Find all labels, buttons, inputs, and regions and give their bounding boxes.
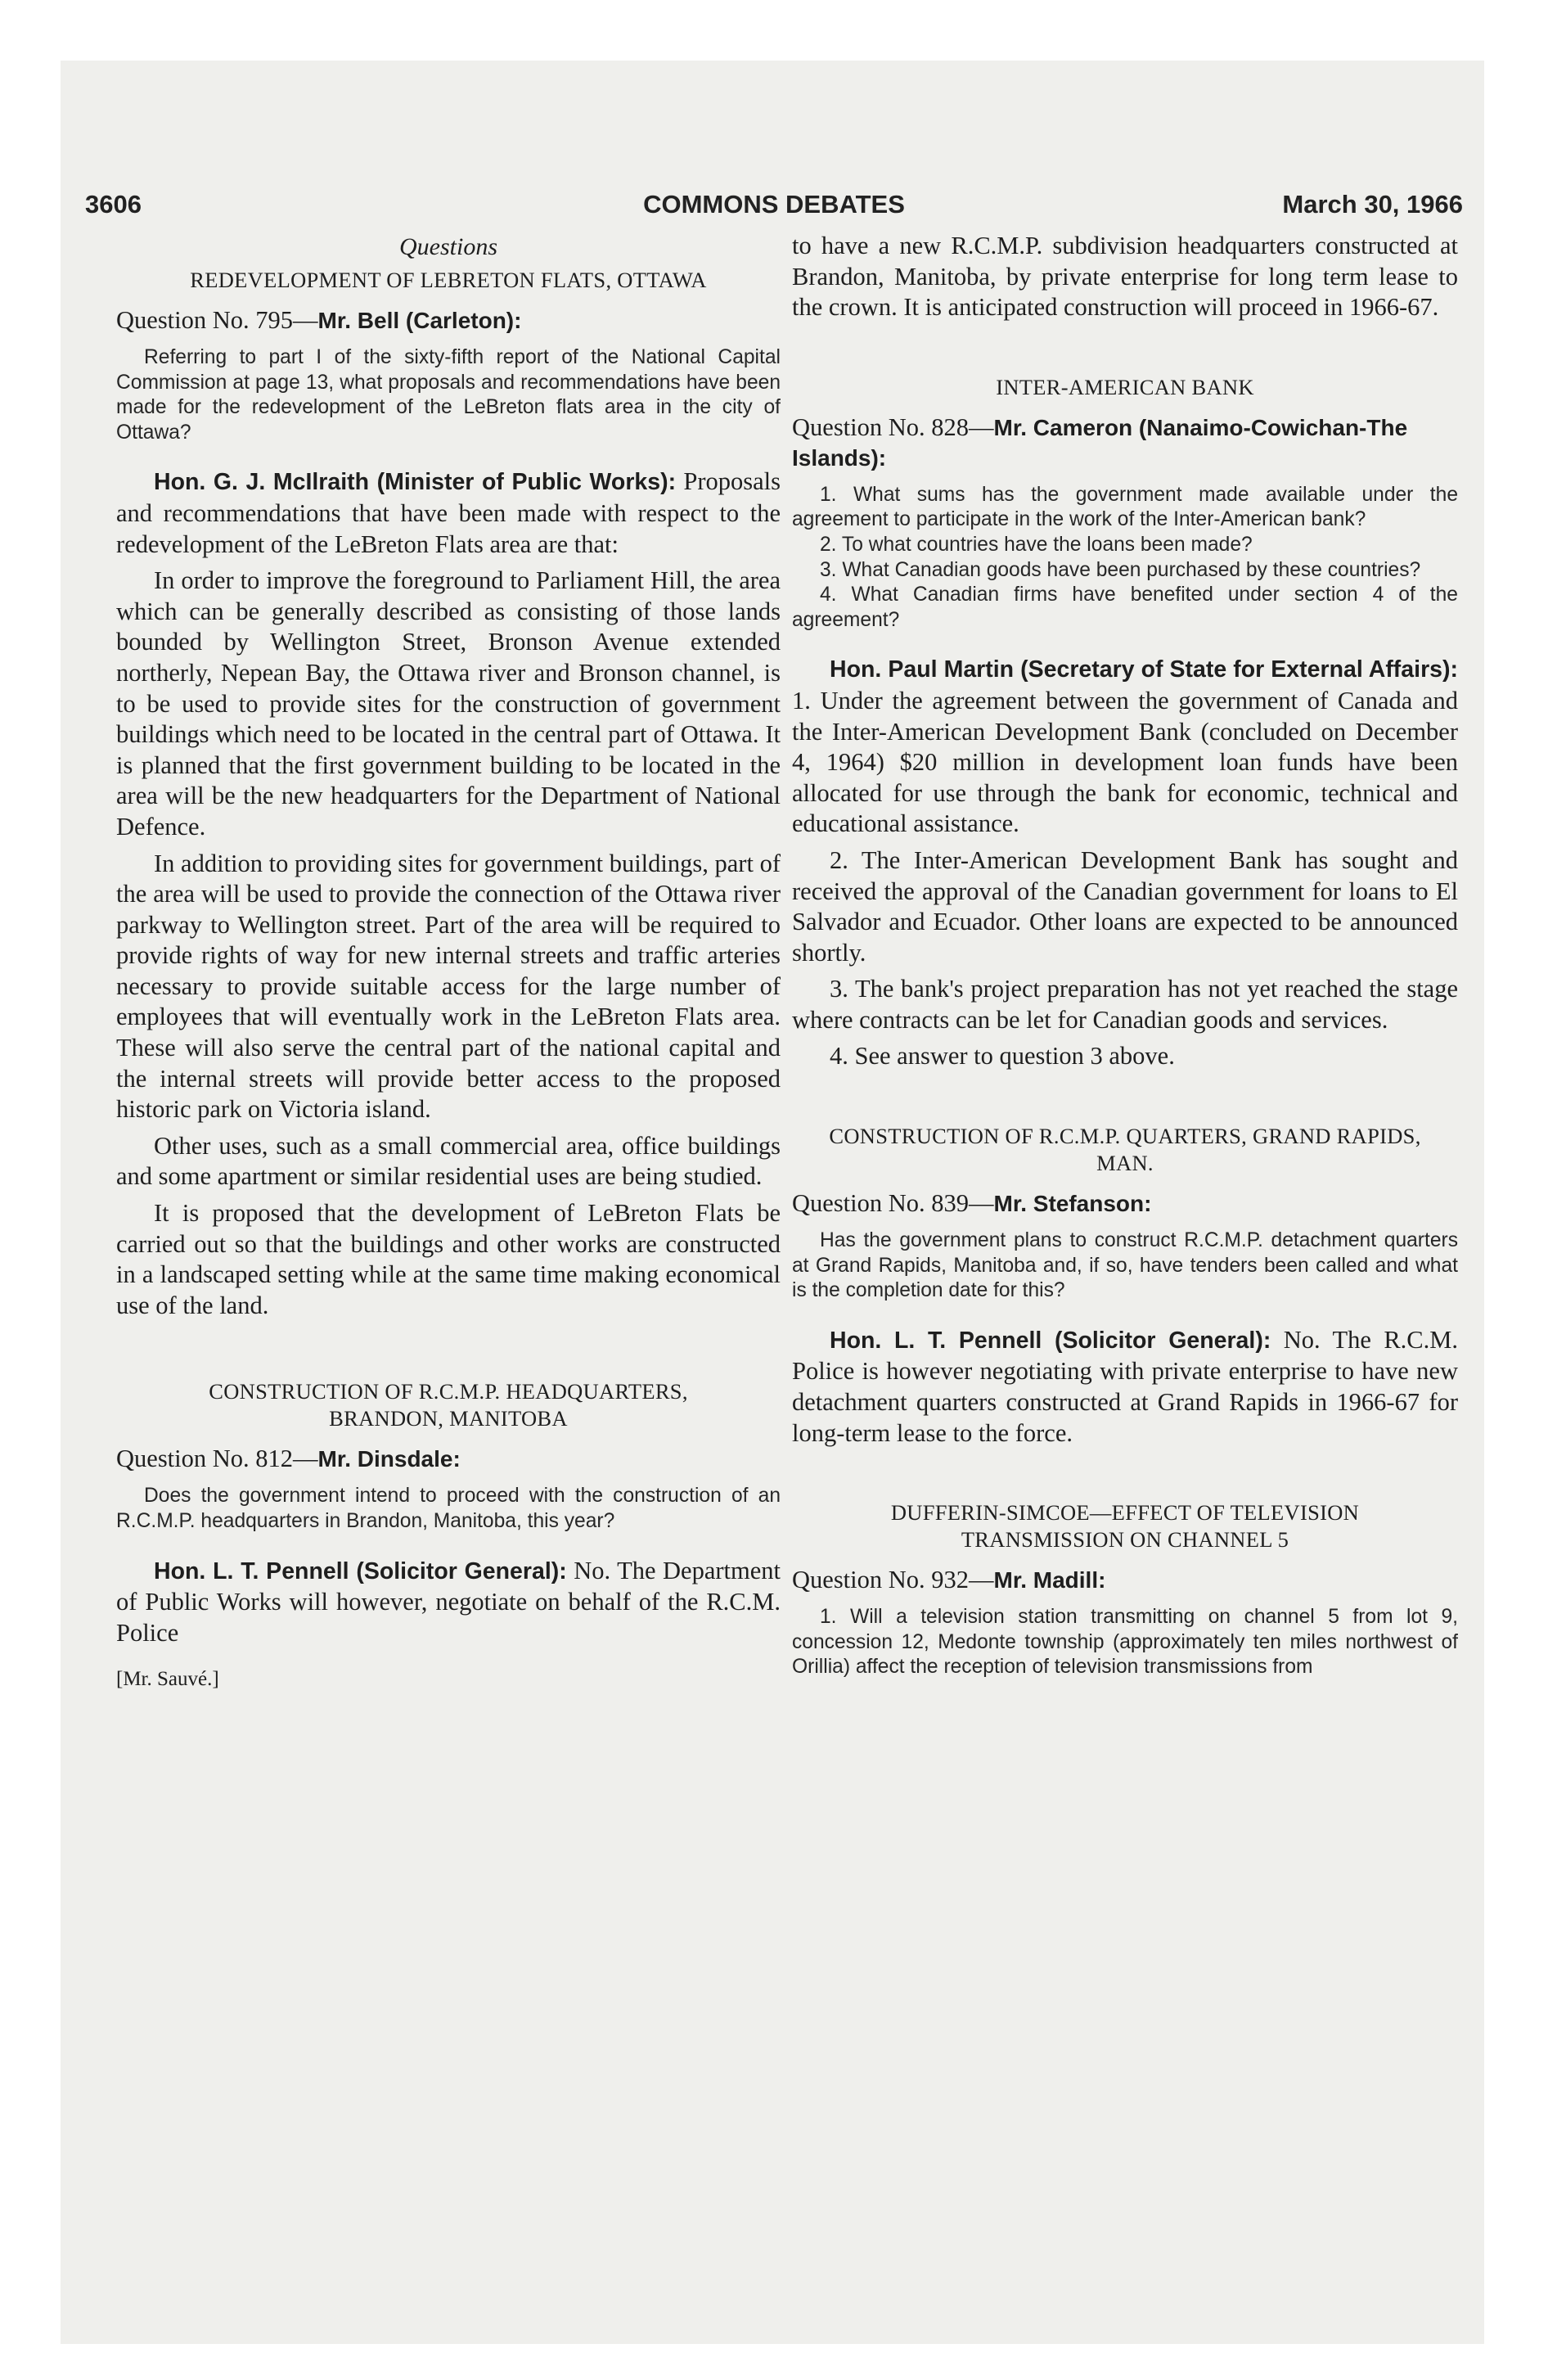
question-item: 1. What sums has the government made available under the agreement to participate in the work of the Inter-American bank? — [792, 483, 1458, 531]
running-header — [85, 190, 1463, 231]
question-text — [792, 1605, 1458, 1680]
answer-paragraph: In order to improve the foreground to Parliament Hill, the area which can be generally described as consisting of those lands bounded by Wellington Street, Bronson Avenue extended northerly, Nepean Bay, the Ottawa river and Bronson channel, is to be used to provide sites for the construction of government buildings which need to be located in the central part of Ottawa. It is planned that the first government building to be located in the area will be the new headquarters for the Department of National Defence. — [116, 566, 781, 841]
question-line — [792, 1565, 1458, 1595]
answer-text: 1. Under the agreement between the government of Canada and the Inter-American Development Bank (concluded on December 4, 1964) $20 million in development loan funds have been allocated for use through the bank for economic, technical and educational assistance. — [792, 686, 1458, 838]
question-subject: CONSTRUCTION OF R.C.M.P. HEADQUARTERS, BRANDON, MANITOBA — [209, 1379, 688, 1431]
question-number: Question No. 828— — [792, 412, 994, 441]
questioner: Mr. Bell (Carleton): — [317, 308, 522, 333]
question-text — [792, 1228, 1458, 1304]
question-text — [116, 1484, 781, 1534]
question-number: Question No. 839— — [792, 1189, 994, 1218]
question-subject: CONSTRUCTION OF R.C.M.P. QUARTERS, GRAND RAPIDS, MAN. — [829, 1124, 1421, 1176]
speaker: Hon. L. T. Pennell (Solicitor General): — [154, 1557, 567, 1584]
question-number: Question No. 932— — [792, 1566, 994, 1594]
answer — [116, 467, 781, 1321]
question-paragraph: Has the government plans to construct R.C.M.P. detachment quarters at Grand Rapids, Manitoba and, if so, have tenders been called and what is the completion date for this? — [792, 1229, 1458, 1302]
question-item: 2. To what countries have the loans been made? — [820, 533, 1253, 556]
question-number: Question No. 795— — [116, 306, 318, 334]
question-subject: REDEVELOPMENT OF LEBRETON FLATS, OTTAWA — [190, 268, 707, 292]
answer — [792, 654, 1458, 1072]
answer-intro: Proposals and recommendations that have been made with respect to the redevelopment of the LeBreton Flats area are that: — [116, 467, 781, 558]
answer-text: No. The Department of Public Works will however, negotiate on behalf of the R.C.M. Police — [116, 1556, 781, 1647]
question-line — [116, 305, 781, 336]
right-column — [792, 231, 1458, 1702]
section-heading: Questions — [399, 233, 497, 260]
question-item: 3. What Canadian goods have been purchased by these countries? — [820, 558, 1421, 581]
answer-paragraph: 4. See answer to question 3 above. — [830, 1042, 1175, 1071]
answer-paragraph: 3. The bank's project preparation has not yet reached the stage where contracts can be let for Canadian goods and services. — [792, 975, 1458, 1034]
question-paragraph: Does the government intend to proceed with the construction of an R.C.M.P. headquarters in Brandon, Manitoba, this year? — [116, 1485, 781, 1532]
answer-continued: to have a new R.C.M.P. subdivision headquarters constructed at Brandon, Manitoba, by private enterprise for long term lease to the crown. It is anticipated construction will proceed in 1966-67. — [792, 232, 1458, 322]
publication-title: COMMONS DEBATES — [643, 190, 905, 219]
answer — [116, 1556, 781, 1649]
question-number: Question No. 812— — [116, 1445, 318, 1473]
question-paragraph: Referring to part I of the sixty-fifth report of the National Capital Commission at page 13, what proposals and recommendations have been made for the redevelopment of the LeBreton flats area in the city of Ottawa? — [116, 346, 781, 444]
answer-paragraph: It is proposed that the development of LeBreton Flats be carried out so that the buildings and other works are constructed in a landscaped setting while at the same time making economical use of the land. — [116, 1199, 781, 1319]
answer — [792, 1325, 1458, 1449]
question-text — [116, 345, 781, 445]
questioner: Mr. Stefanson: — [993, 1191, 1152, 1217]
questioner: Mr. Dinsdale: — [317, 1446, 461, 1472]
answer-paragraph: 2. The Inter-American Development Bank has sought and received the approval of the Canadian government for loans to El Salvador and Ecuador. Other loans are expected to be announced shortly. — [792, 845, 1458, 967]
question-subject: DUFFERIN-SIMCOE—EFFECT OF TELEVISION TRANSMISSION ON CHANNEL 5 — [890, 1500, 1360, 1553]
question-item: 4. What Canadian firms have benefited under section 4 of the agreement? — [792, 584, 1458, 631]
page-date: March 30, 1966 — [1282, 190, 1463, 219]
speaker: Hon. Paul Martin (Secretary of State for External Affairs): — [830, 656, 1458, 683]
question-line — [116, 1444, 781, 1474]
speaker: Hon. G. J. McIlraith (Minister of Public Works): — [154, 469, 677, 496]
answer-text: No. The R.C.M. Police is however negotiating with private enterprise to have new detachment quarters constructed at Grand Rapids in 1966-67 for long-term lease to the force. — [792, 1325, 1458, 1447]
left-column — [116, 231, 781, 1693]
question-line — [792, 1188, 1458, 1219]
page-number: 3606 — [85, 190, 142, 219]
questioner: Mr. Cameron (Nanaimo-Cowichan-The Islands): — [792, 414, 1408, 471]
answer-paragraph: Other uses, such as a small commercial area, office buildings and some apartment or similar residential uses are being studied. — [116, 1131, 781, 1191]
question-paragraph: 1. Will a television station transmitting on channel 5 from lot 9, concession 12, Medonte township (approximately ten miles northwest of Orillia) affect the reception of television transmissions from — [792, 1606, 1458, 1679]
answer-paragraph: In addition to providing sites for government buildings, part of the area will be used to provide the connection of the Ottawa river parkway to Wellington street. Part of the area will be required to provide rights of way for new internal streets and traffic arteries necessary to provide suitable access for the large number of employees that will eventually work in the LeBreton Flats area. These will also serve the central part of the national capital and the internal streets will provide better access to the proposed historic park on Victoria island. — [116, 849, 781, 1124]
question-text — [792, 483, 1458, 633]
questioner: Mr. Madill: — [993, 1567, 1106, 1593]
speaker: Hon. L. T. Pennell (Solicitor General): — [830, 1327, 1271, 1354]
question-line — [792, 412, 1458, 473]
speaker-attribution: [Mr. Sauvé.] — [116, 1668, 219, 1691]
question-subject: INTER-AMERICAN BANK — [996, 374, 1254, 399]
